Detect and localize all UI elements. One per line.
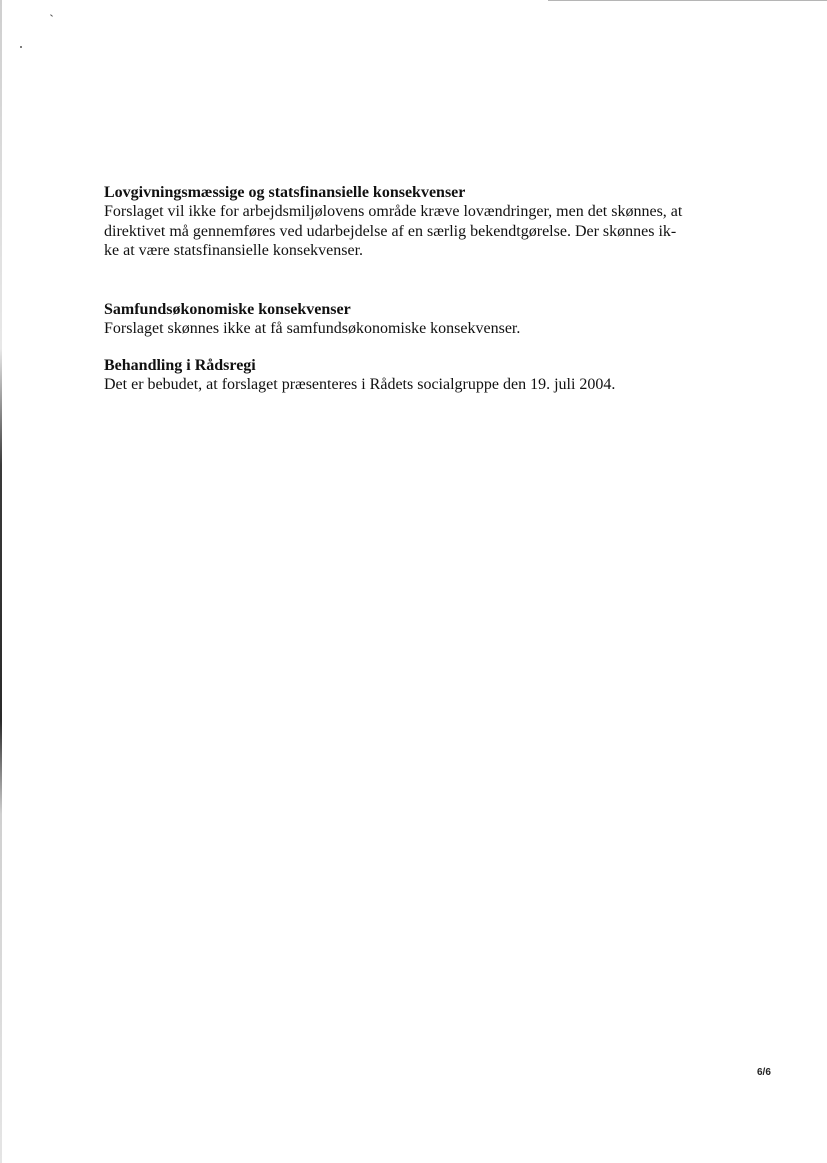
scan-speck [20,46,22,48]
section-economic-consequences [104,300,744,339]
scan-speck [50,14,53,17]
body-line: ke at være statsfinansielle konsekvenser. [104,242,364,259]
body-line: Forslaget vil ikke for arbejdsmiljølovens område kræve lovændringer, men det skønnes, at [104,203,683,220]
body-line: Forslaget skønnes ikke at få samfundsøkonomiske konsekvenser. [104,320,521,337]
body-line: direktivet må gennemføres ved udarbejdelse af en særlig bekendtgørelse. Der skønnes ik- [104,222,677,240]
body-line: Det er bebudet, at forslaget præsenteres i Rådets socialgruppe den 19. juli 2004. [104,376,616,393]
section-council-handling [104,356,744,395]
section-heading: Samfundsøkonomiske konsekvenser [104,301,351,318]
page-number: 6/6 [757,1067,771,1078]
section-heading: Behandling i Rådsregi [104,357,256,374]
scan-edge-top [548,0,827,1]
section-legislative-consequences [104,183,744,261]
section-heading: Lovgivningsmæssige og statsfinansielle konsekvenser [104,184,466,201]
scan-edge-left [0,0,2,1163]
